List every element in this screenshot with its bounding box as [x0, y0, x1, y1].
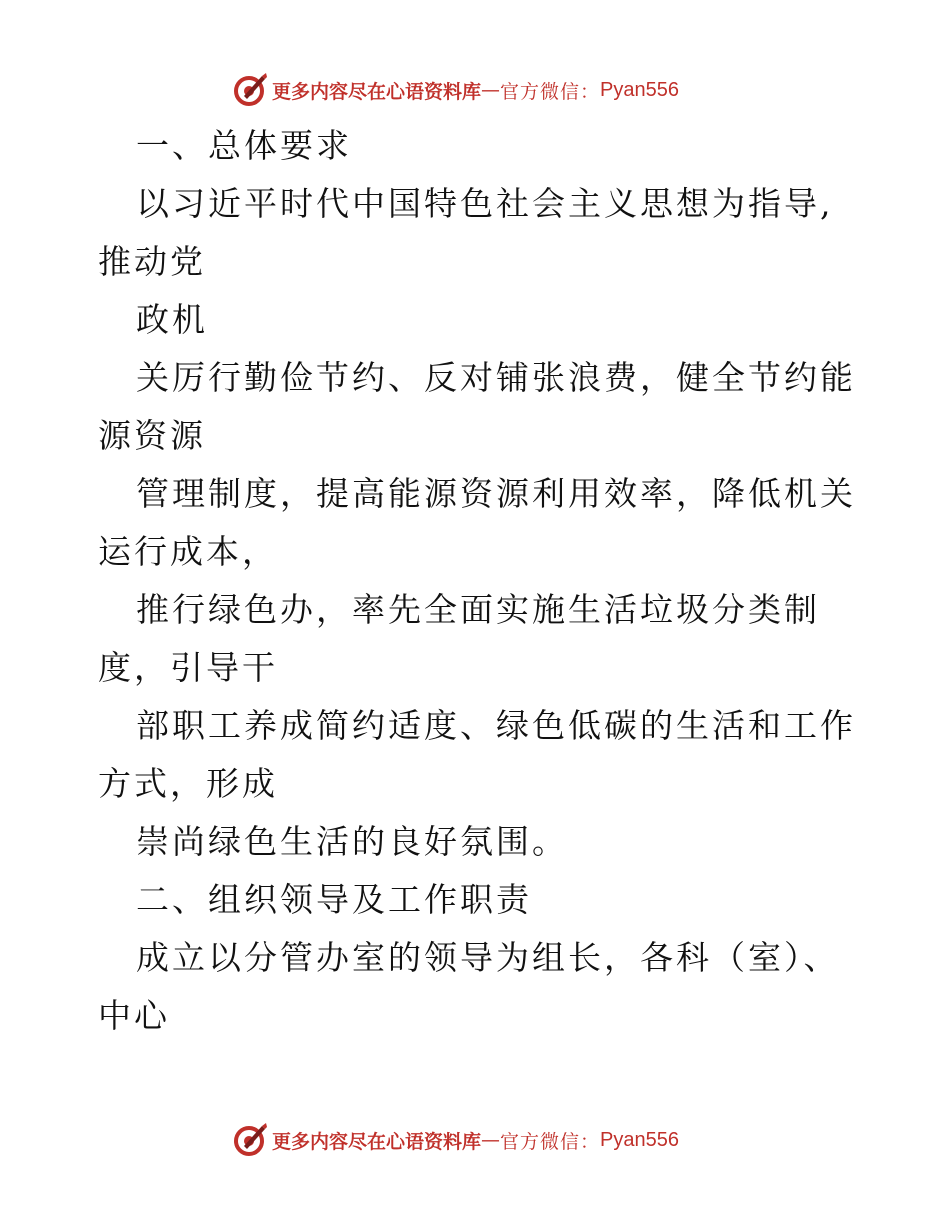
paragraph: 崇尚绿色生活的良好氛围。 — [136, 822, 568, 861]
pen-logo-icon — [232, 1122, 268, 1158]
paragraph: 关厉行勤俭节约、反对铺张浪费，健全节约能源资源 — [98, 358, 856, 455]
footer-wechat-id: Pyan556 — [600, 1128, 679, 1151]
footer-banner — [232, 1120, 679, 1160]
footer-wechat-label: 官方微信： — [500, 1130, 601, 1153]
header-site-text: 更多内容尽在心语资料库 — [272, 80, 482, 103]
header-wechat-label: 官方微信： — [500, 80, 601, 103]
paragraph: 以习近平时代中国特色社会主义思想为指导,推动党 — [98, 184, 834, 281]
paragraph: 成立以分管办室的领导为组长，各科（室）、中心 — [98, 938, 840, 1035]
header-separator: — — [481, 79, 501, 101]
footer-separator: — — [481, 1129, 501, 1151]
paragraph: 二、组织领导及工作职责 — [136, 880, 532, 919]
footer-site-text: 更多内容尽在心语资料库 — [272, 1130, 482, 1153]
paragraph: 一、总体要求 — [136, 126, 352, 165]
document-body — [98, 117, 858, 1045]
header-wechat-id: Pyan556 — [600, 78, 679, 101]
paragraph: 管理制度，提高能源资源利用效率，降低机关运行成本， — [98, 474, 856, 571]
header-banner — [232, 70, 679, 110]
pen-logo-icon — [232, 72, 268, 108]
paragraph: 政机 — [136, 300, 208, 339]
paragraph: 推行绿色办，率先全面实施生活垃圾分类制度，引导干 — [98, 590, 820, 687]
paragraph: 部职工养成简约适度、绿色低碳的生活和工作方式，形成 — [98, 706, 856, 803]
